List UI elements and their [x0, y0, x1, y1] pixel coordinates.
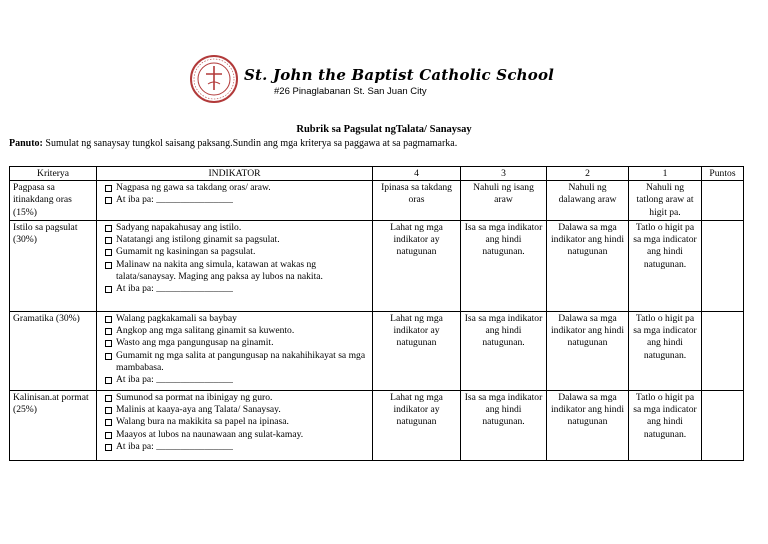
header-kriterya: Kriterya	[10, 167, 97, 181]
table-row	[10, 181, 744, 221]
table-row	[10, 390, 744, 460]
indicator-cell	[97, 181, 373, 221]
indicator-item: At iba pa: ________________	[116, 194, 369, 206]
indicator-cell	[97, 311, 373, 390]
indicator-item: Malinaw na nakita ang simula, katawan at wakas ng talata/sanaysay. Maging ang paksa ay lubos na nakita.	[116, 259, 369, 284]
criterion-cell: Gramatika (30%)	[10, 311, 97, 390]
table-header-row	[10, 167, 744, 181]
score-3-cell: Isa sa mga indikator ang hindi natugunan.	[461, 220, 547, 311]
indicator-item: Gumamit ng mga salita at pangungusap na nakahihikayat sa mga mambabasa.	[116, 350, 369, 375]
score-4-cell: Lahat ng mga indikator ay natugunan	[373, 390, 461, 460]
header-score-2: 2	[547, 167, 629, 181]
rubric-table	[9, 166, 744, 461]
indicator-item: At iba pa: ________________	[116, 441, 369, 453]
indicator-item: At iba pa: ________________	[116, 374, 369, 386]
indicator-list	[100, 313, 369, 387]
indicator-item: Walang pagkakamali sa baybay	[116, 313, 369, 325]
indicator-list	[100, 182, 369, 207]
school-address: #26 Pinaglabanan St. San Juan City	[274, 86, 427, 97]
header-score-4: 4	[373, 167, 461, 181]
header-indikator: INDIKATOR	[97, 167, 373, 181]
school-name: St. John the Baptist Catholic School	[244, 66, 555, 84]
table-row	[10, 311, 744, 390]
indicator-item: Gumamit ng kasiningan sa pagsulat.	[116, 246, 369, 258]
indicator-list	[100, 392, 369, 453]
indicator-item: Walang bura na makikita sa papel na ipinasa.	[116, 416, 369, 428]
indicator-item: Sadyang napakahusay ang istilo.	[116, 222, 369, 234]
score-4-cell: Ipinasa sa takdang oras	[373, 181, 461, 221]
indicator-cell	[97, 220, 373, 311]
instructions-label: Panuto:	[9, 138, 43, 149]
indicator-item: Malinis at kaaya-aya ang Talata/ Sanaysay.	[116, 404, 369, 416]
instructions-text: Sumulat ng sanaysay tungkol saisang paksang.Sundin ang mga kriterya sa paggawa at sa pagmamarka.	[42, 138, 458, 149]
indicator-item: At iba pa: ________________	[116, 283, 369, 295]
puntos-cell[interactable]	[702, 220, 744, 311]
score-3-cell: Isa sa mga indikator ang hindi natugunan.	[461, 390, 547, 460]
puntos-cell[interactable]	[702, 390, 744, 460]
header-score-3: 3	[461, 167, 547, 181]
puntos-cell[interactable]	[702, 311, 744, 390]
document-header	[0, 50, 768, 110]
indicator-item: Wasto ang mga pangungusap na ginamit.	[116, 337, 369, 349]
header-puntos: Puntos	[702, 167, 744, 181]
indicator-item: Nagpasa ng gawa sa takdang oras/ araw.	[116, 182, 369, 194]
criterion-cell: Pagpasa sa itinakdang oras (15%)	[10, 181, 97, 221]
score-2-cell: Dalawa sa mga indikator ang hindi natugunan	[547, 311, 629, 390]
score-2-cell: Nahuli ng dalawang araw	[547, 181, 629, 221]
puntos-cell[interactable]	[702, 181, 744, 221]
score-2-cell: Dalawa sa mga indikator ang hindi natugunan	[547, 220, 629, 311]
table-row	[10, 220, 744, 311]
school-seal-logo	[189, 54, 239, 104]
criterion-cell: Istilo sa pagsulat (30%)	[10, 220, 97, 311]
instructions	[9, 138, 457, 149]
indicator-item: Angkop ang mga salitang ginamit sa kuwento.	[116, 325, 369, 337]
score-4-cell: Lahat ng mga indikator ay natugunan	[373, 220, 461, 311]
score-1-cell: Tatlo o higit pa sa mga indicator ang hindi natugunan.	[629, 220, 702, 311]
indicator-cell	[97, 390, 373, 460]
indicator-item: Sumunod sa pormat na ibinigay ng guro.	[116, 392, 369, 404]
score-1-cell: Nahuli ng tatlong araw at higit pa.	[629, 181, 702, 221]
document-title: Rubrik sa Pagsulat ngTalata/ Sanaysay	[296, 124, 472, 135]
indicator-item: Natatangi ang istilong ginamit sa pagsulat.	[116, 234, 369, 246]
indicator-item: Maayos at lubos na naunawaan ang sulat-kamay.	[116, 429, 369, 441]
header-score-1: 1	[629, 167, 702, 181]
score-3-cell: Nahuli ng isang araw	[461, 181, 547, 221]
score-1-cell: Tatlo o higit pa sa mga indicator ang hindi natugunan.	[629, 390, 702, 460]
score-3-cell: Isa sa mga indikator ang hindi natugunan.	[461, 311, 547, 390]
score-4-cell: Lahat ng mga indikator ay natugunan	[373, 311, 461, 390]
indicator-list	[100, 222, 369, 296]
score-1-cell: Tatlo o higit pa sa mga indicator ang hindi natugunan.	[629, 311, 702, 390]
criterion-cell: Kalinisan.at pormat (25%)	[10, 390, 97, 460]
score-2-cell: Dalawa sa mga indikator ang hindi natugunan	[547, 390, 629, 460]
